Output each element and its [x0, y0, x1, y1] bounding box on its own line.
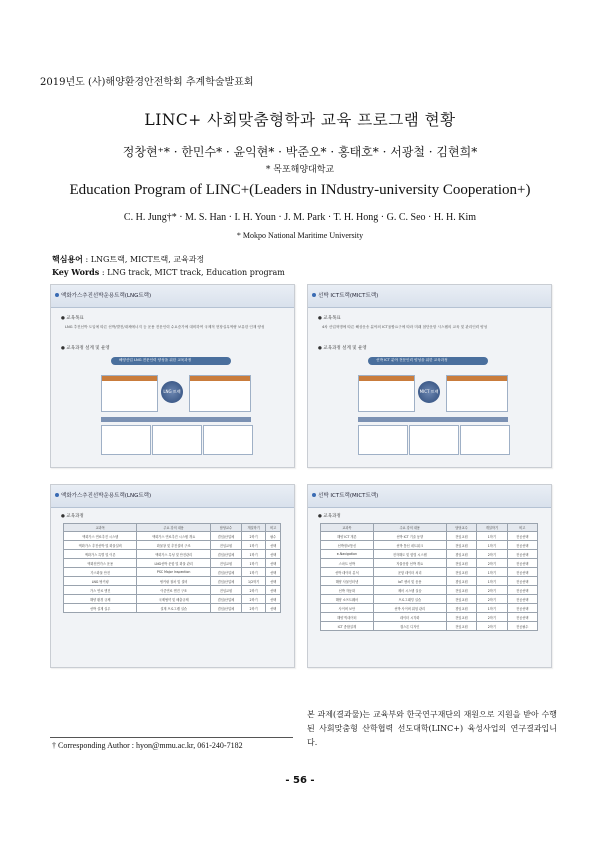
diagram-box — [460, 425, 510, 455]
table-cell: 전공선택 — [507, 532, 537, 541]
diagram-bar — [358, 417, 508, 422]
table-header-cell: 비고 — [266, 524, 281, 532]
keywords-korean-text: : LNG트랙, MICT트랙, 교육과정 — [82, 255, 205, 264]
slide-banner-text: 해양산업 LNG 전문인력 양성을 위한 교육과정 — [119, 358, 192, 362]
diagram-bar — [101, 417, 251, 422]
table-cell: e-Navigation — [321, 550, 374, 559]
curriculum-table-lng — [63, 523, 281, 613]
table-cell: 1학기 — [477, 532, 507, 541]
table-cell: 전임교원 — [210, 541, 241, 550]
table-header-cell: 개설학기 — [477, 524, 507, 532]
keywords-english-label: Key Words — [52, 267, 100, 277]
table-row — [321, 577, 538, 586]
table-cell: 해양 ICT 개론 — [321, 532, 374, 541]
curriculum-table-mict — [320, 523, 538, 631]
table-cell: 겸임/산업체 — [210, 604, 241, 613]
table-cell: 캡스톤 디자인 — [373, 622, 446, 631]
table-cell: 선박 데이터 분석 — [321, 568, 374, 577]
table-cell: 이중연료 엔진 구조 — [137, 586, 210, 595]
diagram-box — [189, 375, 251, 412]
table-cell: 선박 ICT 기술 동향 — [373, 532, 446, 541]
table-cell: 선택 — [266, 568, 281, 577]
table-cell: 액화가스 연료추진 시스템 — [64, 532, 137, 541]
diagram-box — [203, 425, 253, 455]
diagram-box — [101, 375, 158, 412]
table-cell: 2학기 — [241, 604, 265, 613]
table-cell: IoT 센서 및 응용 — [373, 577, 446, 586]
table-cell: 벙커링 절차 및 설비 — [137, 577, 210, 586]
table-cell: 전공선택 — [507, 568, 537, 577]
table-cell: 전임교원 — [210, 559, 241, 568]
table-cell: 2학기 — [477, 622, 507, 631]
diagram-box — [358, 425, 408, 455]
slide-title: 액화가스추진선박운용트랙(LNG트랙) — [61, 493, 152, 499]
table-row — [64, 532, 281, 541]
table-cell: 선택 — [266, 541, 281, 550]
table-row — [321, 559, 538, 568]
table-cell: 선박정보통신 — [321, 541, 374, 550]
table-row — [64, 586, 281, 595]
table-row — [64, 595, 281, 604]
keywords-english — [52, 267, 285, 277]
table-cell: 스마트 선박 — [321, 559, 374, 568]
bullet-icon — [312, 293, 316, 297]
table-cell: 겸임교원 — [446, 604, 476, 613]
table-cell: 프로그래밍 실습 — [373, 595, 446, 604]
table-row — [321, 604, 538, 613]
corresponding-author-footnote: † Corresponding Author : hyon@mmu.ac.kr, 061-240-7182 — [52, 741, 243, 750]
table-cell: 액화천연가스 운용 — [64, 559, 137, 568]
table-cell: 겸임/산업체 — [210, 550, 241, 559]
table-cell: 전임교원 — [210, 586, 241, 595]
table-cell: 운항 데이터 처리 — [373, 568, 446, 577]
table-cell: 자율운항 선박 개요 — [373, 559, 446, 568]
table-cell: 사이버 보안 — [321, 604, 374, 613]
table-cell: 1학기 — [477, 568, 507, 577]
table-cell: 2학기 — [477, 613, 507, 622]
table-cell: 선택 — [266, 604, 281, 613]
table-cell: 1학기 — [241, 568, 265, 577]
table-cell: ICT 종합설계 — [321, 622, 374, 631]
table-cell: 선박 자동화 — [321, 586, 374, 595]
slide-section-curriculum: ● 교육과정 — [61, 514, 84, 519]
table-cell: 전공선택 — [507, 550, 537, 559]
table-row — [321, 550, 538, 559]
table-cell: 전임교원 — [446, 541, 476, 550]
bullet-icon — [312, 493, 316, 497]
table-cell: 1학기 — [241, 559, 265, 568]
table-cell: 겸임/산업체 — [210, 532, 241, 541]
bullet-icon — [55, 293, 59, 297]
table-header-cell: 주요 강의 내용 — [137, 524, 210, 532]
table-cell: 1학기 — [241, 541, 265, 550]
table-row — [321, 613, 538, 622]
table-cell: 설계 프로그램 실습 — [137, 604, 210, 613]
track-circle: MICT 트랙 — [418, 381, 440, 403]
slide-goal-text: LNG 추진선박 도입에 따른 선박/발전/대체에너지 등 운용 전문인력 수요증가에 대비하여 국제적 현장실무역량 보유한 인재 양성 — [65, 325, 265, 329]
table-header-cell: 담당교수 — [210, 524, 241, 532]
table-cell: 1학기 — [477, 604, 507, 613]
table-row — [64, 541, 281, 550]
table-cell: 전공선택 — [507, 559, 537, 568]
table-row — [321, 595, 538, 604]
keywords-english-text: : LNG track, MICT track, Education program — [99, 268, 285, 277]
slide-section-curriculum: ● 교육과정 — [318, 514, 341, 519]
paper-title-english: Education Program of LINC+(Leaders in INdustry-university Cooperation+) — [69, 182, 531, 198]
table-cell: 제어 시스템 실습 — [373, 586, 446, 595]
table-row — [64, 550, 281, 559]
slide-title: 액화가스추진선박운용트랙(LNG트랙) — [61, 293, 152, 299]
table-cell: 2학기 — [241, 586, 265, 595]
table-row — [321, 532, 538, 541]
slide-section-design: ● 교육과정 설계 및 운영 — [318, 346, 367, 351]
table-cell: 전공필수 — [507, 622, 537, 631]
table-cell: 국제협약 및 배출규제 — [137, 595, 210, 604]
diagram-box — [152, 425, 202, 455]
table-cell: 가스 연료 엔진 — [64, 586, 137, 595]
slide-section-goal: ● 교육목표 — [318, 316, 341, 321]
paper-title-korean: LINC+ 사회맞춤형학과 교육 프로그램 현황 — [144, 111, 456, 129]
table-cell: 선택 — [266, 550, 281, 559]
slide-goal-text: 4차 산업혁명에 따른 해상운송 분야의 ICT융합요구에 따라 미래 첨단운항 시스템의 교육 및 관리인력 양성 — [322, 325, 488, 329]
table-cell: 겸임/산업체 — [210, 568, 241, 577]
diagram-box — [101, 425, 151, 455]
table-cell: 전임교원 — [446, 532, 476, 541]
diagram-box — [358, 375, 415, 412]
page-number: - 56 - — [285, 775, 315, 786]
authors-english: C. H. Jung†* · M. S. Han · I. H. Youn · J. M. Park · T. H. Hong · G. C. Seo · H. H. Kim — [123, 212, 477, 223]
conference-header: 2019년도 (사)해양환경안전학회 추계학술발표회 — [40, 77, 254, 88]
authors-korean: 정창현⁺* · 한민수* · 윤익현* · 박준오* · 홍태호* · 서광철 · 김현희* — [122, 145, 478, 159]
table-cell: 전임교원 — [446, 613, 476, 622]
table-row — [64, 577, 281, 586]
table-cell: 전공선택 — [507, 541, 537, 550]
table-cell: 필수 — [266, 532, 281, 541]
table-header-cell: 개설학기 — [241, 524, 265, 532]
table-cell: 해양 소프트웨어 — [321, 595, 374, 604]
footnote-divider — [50, 737, 293, 738]
table-cell: LNG 벙커링 — [64, 577, 137, 586]
table-cell: 전임교원 — [446, 595, 476, 604]
table-cell: 선택 — [266, 586, 281, 595]
table-row — [321, 586, 538, 595]
table-cell: 전자해도 및 항법 시스템 — [373, 550, 446, 559]
table-cell: 2학기 — [477, 595, 507, 604]
table-cell: 선박 통신 네트워크 — [373, 541, 446, 550]
table-cell: 전공선택 — [507, 604, 537, 613]
table-cell: 1/2학기 — [241, 577, 265, 586]
table-cell: 2학기 — [241, 532, 265, 541]
affiliation-english: * Mokpo National Maritime University — [236, 231, 364, 240]
table-cell: 선박 설계 실무 — [64, 604, 137, 613]
table-cell: 전공선택 — [507, 586, 537, 595]
table-cell: 선택 — [266, 595, 281, 604]
slide-banner-text: 선박 ICT 분야 전문인력 양성을 위한 교육과정 — [376, 358, 448, 362]
bullet-icon — [55, 493, 59, 497]
diagram-box — [446, 375, 508, 412]
table-row — [321, 568, 538, 577]
diagram-box — [409, 425, 459, 455]
slide-title: 선박 ICT트랙(MICT트랙) — [318, 293, 379, 299]
table-cell: 2학기 — [477, 586, 507, 595]
keywords-korean-label: 핵심용어 — [52, 254, 83, 264]
table-cell: 전임교원 — [446, 559, 476, 568]
table-cell: 겸임교원 — [446, 550, 476, 559]
table-cell: 2학기 — [477, 559, 507, 568]
table-cell: 1학기 — [477, 577, 507, 586]
table-cell: 선박 사이버 위험 관리 — [373, 604, 446, 613]
table-header-cell: 비고 — [507, 524, 537, 532]
table-cell: 2학기 — [241, 595, 265, 604]
table-cell: 데이터 시각화 — [373, 613, 446, 622]
table-row — [64, 568, 281, 577]
affiliation-korean: * 목포해양대학교 — [265, 165, 335, 175]
table-cell: 전공선택 — [507, 613, 537, 622]
table-cell: 액화가스 특성 및 안전관리 — [137, 550, 210, 559]
table-cell: 액화가스 연료추진 시스템 개요 — [137, 532, 210, 541]
table-cell: 2학기 — [477, 550, 507, 559]
slide-section-goal: ● 교육목표 — [61, 316, 84, 321]
table-cell: 선택 — [266, 577, 281, 586]
slide-lng-overview — [50, 284, 295, 468]
table-cell: 해양 빅데이터 — [321, 613, 374, 622]
slide-title: 선박 ICT트랙(MICT트랙) — [318, 493, 379, 499]
table-cell: 가스화물 안전 — [64, 568, 137, 577]
table-cell: LNG선박 운항 및 화물 관리 — [137, 559, 210, 568]
table-cell: 전공선택 — [507, 577, 537, 586]
table-row — [321, 622, 538, 631]
table-cell: 겸임/산업체 — [210, 577, 241, 586]
table-cell: 겸임/산업체 — [210, 595, 241, 604]
table-cell: 전임교원 — [446, 586, 476, 595]
slide-section-design: ● 교육과정 설계 및 운영 — [61, 346, 110, 351]
slide-lng-curriculum — [50, 484, 295, 668]
table-cell: 전임교원 — [446, 568, 476, 577]
table-cell: 1학기 — [477, 541, 507, 550]
table-cell: PSC Major Inspection — [137, 568, 210, 577]
table-header-cell: 교과목 — [321, 524, 374, 532]
table-cell: 액화가스 특별 및 이론 — [64, 550, 137, 559]
table-cell: 전임교원 — [446, 622, 476, 631]
track-circle: LNG 트랙 — [161, 381, 183, 403]
table-row — [64, 559, 281, 568]
slide-mict-curriculum — [307, 484, 552, 668]
table-row — [64, 604, 281, 613]
table-cell: 액화가스 추진선박 및 화물설비 — [64, 541, 137, 550]
slide-mict-overview — [307, 284, 552, 468]
table-cell: 해양 환경 규제 — [64, 595, 137, 604]
table-header-cell: 교과목 — [64, 524, 137, 532]
table-header-cell: 주요 강의 내용 — [373, 524, 446, 532]
table-cell: 화물창 및 추진설비 구조 — [137, 541, 210, 550]
table-cell: 해양 사물인터넷 — [321, 577, 374, 586]
table-row — [321, 541, 538, 550]
table-cell: 겸임교원 — [446, 577, 476, 586]
table-cell: 1학기 — [241, 550, 265, 559]
keywords-korean — [52, 254, 204, 265]
table-cell: 선택 — [266, 559, 281, 568]
table-header-cell: 담당교수 — [446, 524, 476, 532]
table-cell: 전공선택 — [507, 595, 537, 604]
acknowledgement-text: 본 과제(결과물)는 교육부와 한국연구재단의 재원으로 지원을 받아 수행된 사회맞춤형 산학협력 선도대학(LINC+) 육성사업의 연구결과입니다. — [307, 710, 557, 747]
